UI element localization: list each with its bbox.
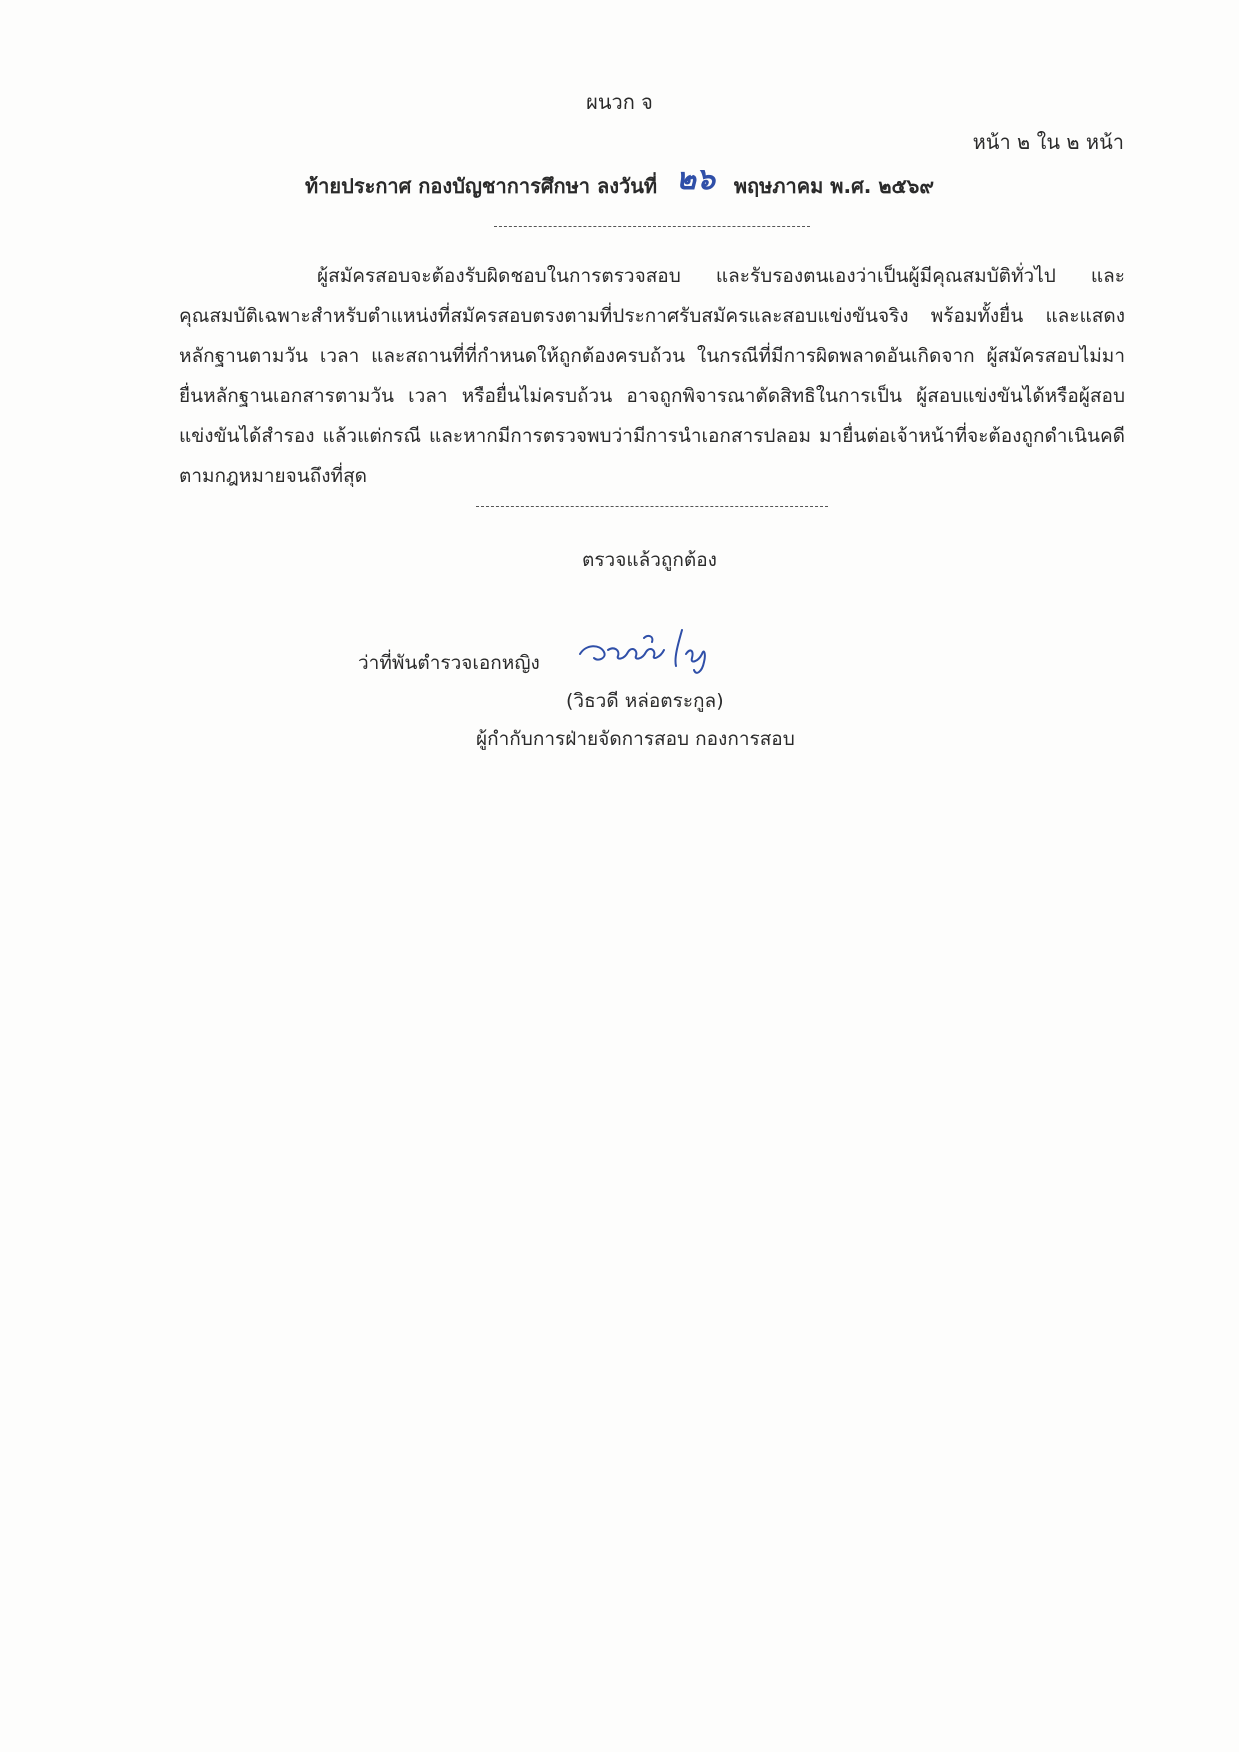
signer-position: ผู้กำกับการฝ่ายจัดการสอบ กองการสอบ bbox=[476, 728, 795, 750]
announcement-suffix: พฤษภาคม พ.ศ. ๒๕๖๙ bbox=[733, 174, 934, 198]
bottom-divider bbox=[476, 506, 828, 507]
signer-rank: ว่าที่พันตำรวจเอกหญิง bbox=[358, 652, 540, 674]
annex-title: ผนวก จ bbox=[586, 90, 653, 114]
announcement-reference bbox=[0, 160, 1239, 207]
signer-name: (วิธวดี หล่อตระกูล) bbox=[566, 690, 724, 712]
verified-text: ตรวจแล้วถูกต้อง bbox=[582, 549, 717, 571]
handwritten-signature bbox=[574, 620, 734, 680]
announcement-prefix: ท้ายประกาศ กองบัญชาการศึกษา ลงวันที่ bbox=[305, 174, 658, 198]
body-paragraph: ผู้สมัครสอบจะต้องรับผิดชอบในการตรวจสอบ และรับรองตนเองว่าเป็นผู้มีคุณสมบัติทั่วไป และคุณสมบัติเฉพาะสำหรับตำแหน่งที่สมัครสอบตรงตามที่ประกาศรับสมัครและสอบแข่งขันจริง พร้อมทั้งยื่น และแสดงหลักฐานตามวัน เวลา และสถานที่ที่กำหนดให้ถูกต้องครบถ้วน ในกรณีที่มีการผิดพลาดอันเกิดจาก ผู้สมัครสอบไม่มายื่นหลักฐานเอกสารตามวัน เวลา หรือยื่นไม่ครบถ้วน อาจถูกพิจารณาตัดสิทธิในการเป็น ผู้สอบแข่งขันได้หรือผู้สอบแข่งขันได้สำรอง แล้วแต่กรณี และหากมีการตรวจพบว่ามีการนำเอกสารปลอม มายื่นต่อเจ้าหน้าที่จะต้องถูกดำเนินคดีตามกฎหมายจนถึงที่สุด bbox=[179, 265, 1125, 487]
top-divider bbox=[494, 226, 810, 227]
page-number: หน้า ๒ ใน ๒ หน้า bbox=[972, 130, 1124, 154]
handwritten-day: ๒๖ bbox=[676, 162, 715, 197]
